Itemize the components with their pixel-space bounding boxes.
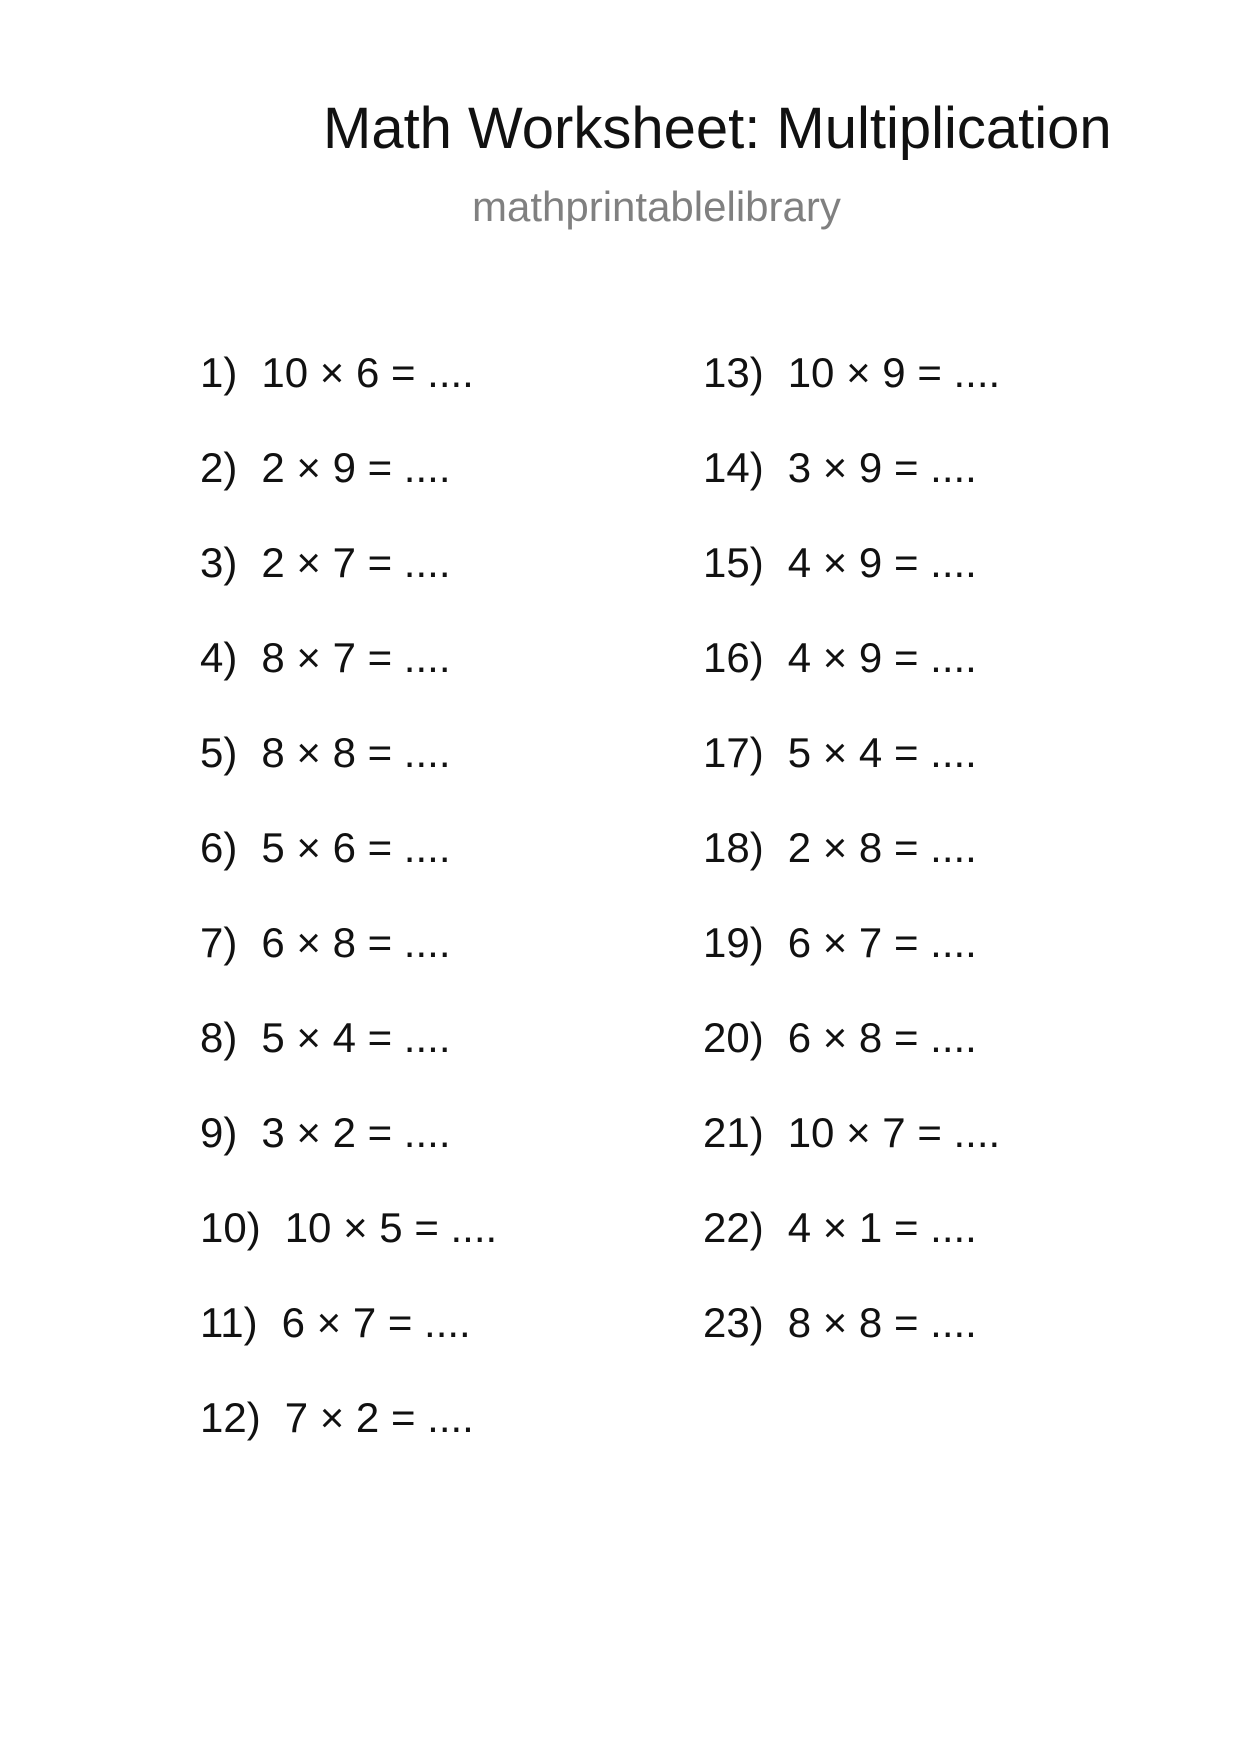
- problem-item: [200, 1011, 720, 1106]
- problem-expression: 7 × 2 = ....: [284, 1394, 474, 1441]
- problem-item: [200, 346, 720, 441]
- problem-item: [200, 726, 720, 821]
- problem-number: 12): [200, 1394, 261, 1441]
- problem-item: [703, 726, 1223, 821]
- problem-number: 5): [200, 729, 238, 776]
- problem-expression: 8 × 8 = ....: [787, 1299, 977, 1346]
- problem-number: 7): [200, 919, 238, 966]
- problem-item: [200, 821, 720, 916]
- problem-expression: 3 × 9 = ....: [787, 444, 977, 491]
- problem-item: [703, 1011, 1223, 1106]
- problem-expression: 6 × 8 = ....: [261, 919, 451, 966]
- problem-expression: 4 × 9 = ....: [787, 634, 977, 681]
- problem-item: [200, 1201, 720, 1296]
- worksheet-subtitle: mathprintablelibrary: [472, 183, 841, 230]
- problem-item: [703, 916, 1223, 1011]
- problem-number: 21): [703, 1109, 764, 1156]
- problem-number: 16): [703, 634, 764, 681]
- problem-expression: 10 × 9 = ....: [787, 349, 1001, 396]
- problem-expression: 8 × 8 = ....: [261, 729, 451, 776]
- problem-column-right: [703, 346, 1223, 1391]
- problem-expression: 6 × 7 = ....: [787, 919, 977, 966]
- problem-item: [703, 1201, 1223, 1296]
- problem-item: [200, 441, 720, 536]
- problem-item: [703, 821, 1223, 916]
- problem-item: [200, 1106, 720, 1201]
- problem-item: [703, 346, 1223, 441]
- worksheet-header: [0, 0, 1240, 260]
- problem-item: [703, 631, 1223, 726]
- problem-number: 23): [703, 1299, 764, 1346]
- problem-number: 20): [703, 1014, 764, 1061]
- problem-expression: 8 × 7 = ....: [261, 634, 451, 681]
- problem-expression: 5 × 4 = ....: [261, 1014, 451, 1061]
- problem-expression: 5 × 6 = ....: [261, 824, 451, 871]
- problem-number: 17): [703, 729, 764, 776]
- problem-expression: 5 × 4 = ....: [787, 729, 977, 776]
- problem-number: 6): [200, 824, 238, 871]
- problem-expression: 2 × 9 = ....: [261, 444, 451, 491]
- problem-number: 8): [200, 1014, 238, 1061]
- problem-number: 1): [200, 349, 238, 396]
- problem-number: 3): [200, 539, 238, 586]
- problem-number: 11): [200, 1299, 258, 1346]
- problem-expression: 10 × 7 = ....: [787, 1109, 1001, 1156]
- problem-number: 14): [703, 444, 764, 491]
- problem-expression: 10 × 6 = ....: [261, 349, 474, 396]
- problem-number: 22): [703, 1204, 764, 1251]
- problem-expression: 2 × 7 = ....: [261, 539, 451, 586]
- problem-item: [200, 1296, 720, 1391]
- problem-item: [703, 1296, 1223, 1391]
- problem-expression: 4 × 1 = ....: [787, 1204, 977, 1251]
- problem-number: 13): [703, 349, 764, 396]
- worksheet-title: Math Worksheet: Multiplication: [323, 96, 1112, 161]
- problem-item: [703, 441, 1223, 536]
- problem-expression: 6 × 7 = ....: [281, 1299, 471, 1346]
- problem-expression: 4 × 9 = ....: [787, 539, 977, 586]
- problem-expression: 10 × 5 = ....: [284, 1204, 498, 1251]
- problem-item: [200, 536, 720, 631]
- problem-number: 10): [200, 1204, 261, 1251]
- problem-expression: 3 × 2 = ....: [261, 1109, 451, 1156]
- problem-expression: 2 × 8 = ....: [787, 824, 977, 871]
- problem-item: [703, 536, 1223, 631]
- problem-number: 9): [200, 1109, 238, 1156]
- problem-number: 15): [703, 539, 764, 586]
- problem-item: [200, 916, 720, 1011]
- problem-expression: 6 × 8 = ....: [787, 1014, 977, 1061]
- problem-number: 2): [200, 444, 238, 491]
- problem-column-left: [200, 346, 720, 1486]
- problem-item: [703, 1106, 1223, 1201]
- problem-number: 18): [703, 824, 764, 871]
- problem-number: 4): [200, 634, 238, 681]
- problem-item: [200, 1391, 720, 1486]
- problem-item: [200, 631, 720, 726]
- problem-number: 19): [703, 919, 764, 966]
